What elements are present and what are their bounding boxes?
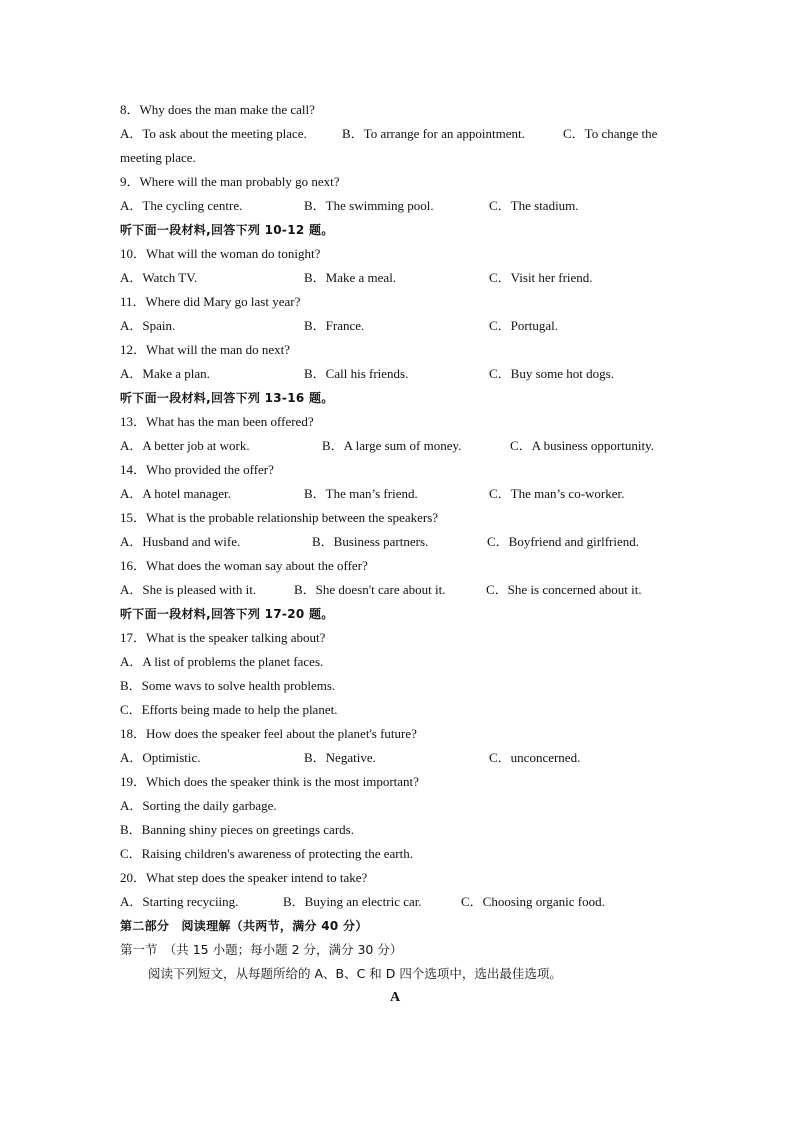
question-19-option-a: A．Sorting the daily garbage.: [120, 798, 277, 813]
question-13-option-a: A．A better job at work.: [120, 438, 250, 453]
question-20-option-c: C．Choosing organic food.: [461, 894, 605, 909]
question-19-option-b: B．Banning shiny pieces on greetings cards.: [120, 822, 354, 837]
question-16-option-a: A．She is pleased with it.: [120, 582, 257, 597]
question-12-option-b: B．Call his friends.: [304, 366, 409, 381]
question-18-stem: 18．How does the speaker feel about the planet's future?: [120, 726, 417, 741]
question-15-stem: 15．What is the probable relationship between the speakers?: [120, 510, 439, 525]
question-13-stem: 13．What has the man been offered?: [120, 414, 314, 429]
instruction-10-12: 听下面一段材料,回答下列 10-12 题。: [120, 223, 334, 237]
question-10-option-a: A．Watch TV.: [120, 270, 198, 285]
question-9-option-a: A．The cycling centre.: [120, 198, 243, 213]
question-19-option-c: C．Raising children's awareness of protecting the earth.: [120, 846, 413, 861]
question-15-option-b: B．Business partners.: [312, 534, 429, 549]
question-16-option-c: C．She is concerned about it.: [486, 582, 642, 597]
question-9-stem: 9．Where will the man probably go next?: [120, 174, 340, 189]
section-1-title: 第一节 （共 15 小题；每小题 2 分，满分 30 分）: [120, 942, 403, 957]
question-8-stem: 8．Why does the man make the call?: [120, 102, 315, 117]
question-14-stem: 14．Who provided the offer?: [120, 462, 274, 477]
question-9-option-c: C．The stadium.: [489, 198, 579, 213]
question-11-option-b: B．France.: [304, 318, 365, 333]
question-11-stem: 11．Where did Mary go last year?: [120, 294, 301, 309]
question-12-option-c: C．Buy some hot dogs.: [489, 366, 614, 381]
question-18-option-b: B．Negative.: [304, 750, 376, 765]
instruction-13-16: 听下面一段材料,回答下列 13-16 题。: [120, 391, 334, 405]
question-15-option-a: A．Husband and wife.: [120, 534, 241, 549]
question-11-option-c: C．Portugal.: [489, 318, 558, 333]
question-18-option-a: A．Optimistic.: [120, 750, 201, 765]
question-8-option-c: C．To change the: [563, 126, 658, 141]
section-1-instruction: 阅读下列短文，从每题所给的 A、B、C 和 D 四个选项中，选出最佳选项。: [148, 966, 562, 981]
question-15-option-c: C．Boyfriend and girlfriend.: [487, 534, 639, 549]
question-16-option-b: B．She doesn't care about it.: [294, 582, 446, 597]
question-18-option-c: C．unconcerned.: [489, 750, 581, 765]
question-13-option-c: C．A business opportunity.: [510, 438, 654, 453]
question-9-option-b: B．The swimming pool.: [304, 198, 434, 213]
question-12-stem: 12．What will the man do next?: [120, 342, 291, 357]
instruction-17-20: 听下面一段材料,回答下列 17-20 题。: [120, 607, 334, 621]
passage-label: A: [390, 990, 401, 1005]
question-8-option-c-continued: meeting place.: [120, 150, 196, 165]
question-14-option-b: B．The man’s friend.: [304, 486, 418, 501]
question-14-option-c: C．The man’s co-worker.: [489, 486, 625, 501]
question-16-stem: 16．What does the woman say about the offer?: [120, 558, 368, 573]
question-20-stem: 20．What step does the speaker intend to take?: [120, 870, 368, 885]
question-11-option-a: A．Spain.: [120, 318, 176, 333]
question-8-option-b: B．To arrange for an appointment.: [342, 126, 525, 141]
question-17-option-c: C．Efforts being made to help the planet.: [120, 702, 338, 717]
question-17-stem: 17．What is the speaker talking about?: [120, 630, 326, 645]
question-14-option-a: A．A hotel manager.: [120, 486, 231, 501]
part-2-title: 第二部分 阅读理解（共两节，满分 40 分）: [120, 919, 368, 933]
question-10-stem: 10．What will the woman do tonight?: [120, 246, 321, 261]
question-17-option-a: A．A list of problems the planet faces.: [120, 654, 324, 669]
question-20-option-a: A．Starting recyciing.: [120, 894, 239, 909]
question-20-option-b: B．Buying an electric car.: [283, 894, 422, 909]
question-17-option-b: B．Some wavs to solve health problems.: [120, 678, 336, 693]
question-19-stem: 19．Which does the speaker think is the most important?: [120, 774, 419, 789]
question-12-option-a: A．Make a plan.: [120, 366, 210, 381]
question-8-option-a: A．To ask about the meeting place.: [120, 126, 307, 141]
question-13-option-b: B．A large sum of money.: [322, 438, 462, 453]
question-10-option-c: C．Visit her friend.: [489, 270, 593, 285]
question-10-option-b: B．Make a meal.: [304, 270, 397, 285]
